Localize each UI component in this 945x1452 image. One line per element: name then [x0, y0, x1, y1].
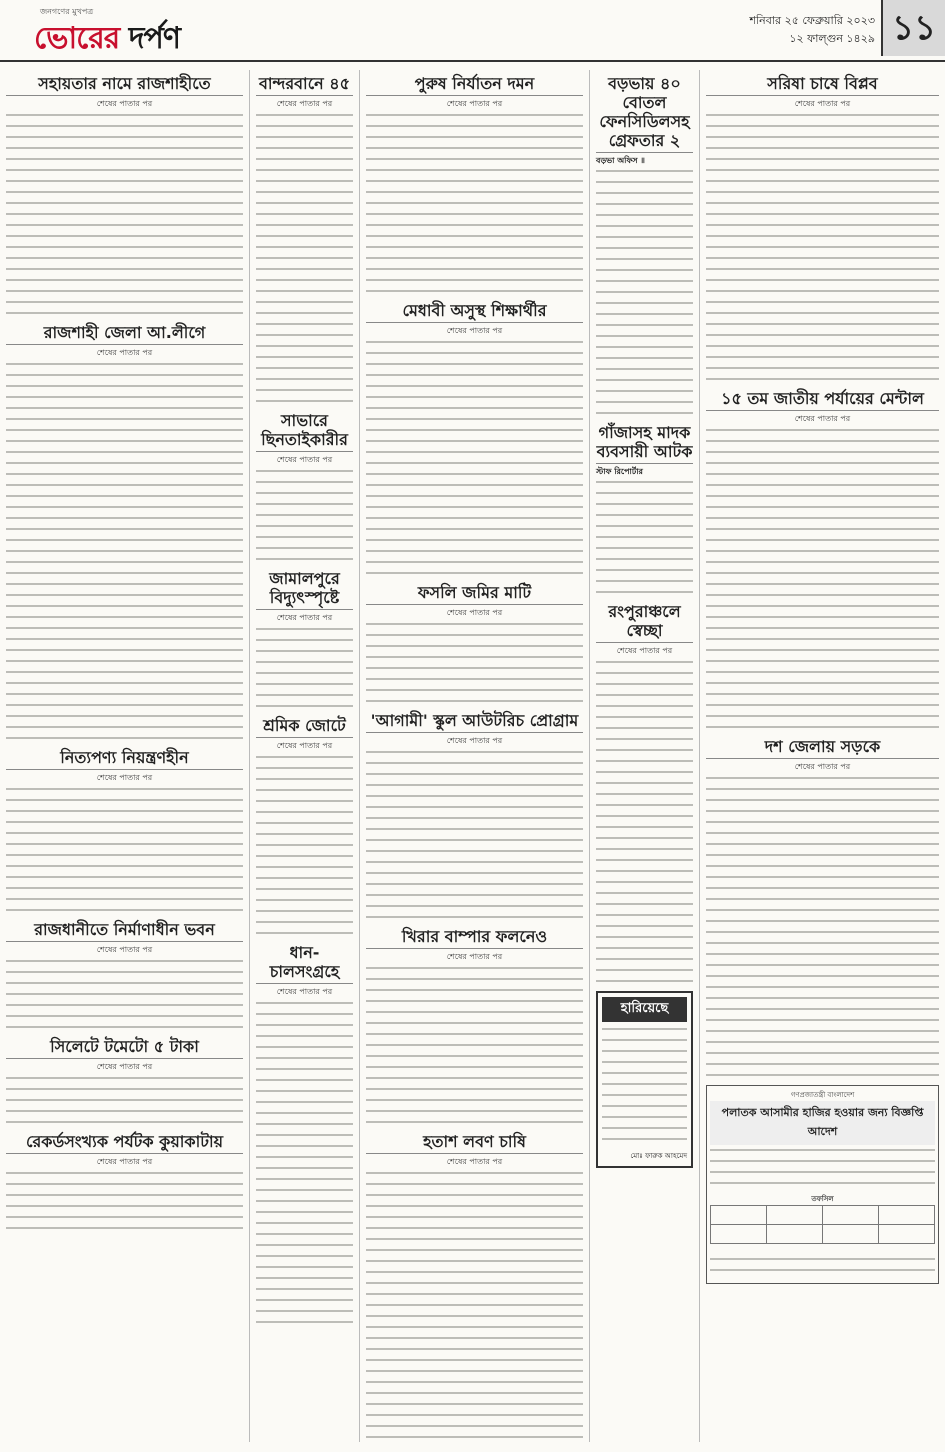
- continued-label: শেষের পাতার পর: [276, 613, 333, 622]
- continued-label: শেষের পাতার পর: [446, 608, 503, 617]
- headline: ধান-চালসংগ্রহে: [256, 943, 353, 984]
- headline: ফসলি জমির মাটি: [366, 583, 583, 605]
- article-text: [596, 661, 693, 982]
- headline: রাজশাহী জেলা আ.লীগে: [6, 323, 243, 345]
- article-mental-math: [706, 389, 939, 728]
- article-text: [6, 1172, 243, 1229]
- article-text: [6, 114, 243, 314]
- headline: সাভারে ছিনতাইকারীর: [256, 411, 353, 452]
- notice-title: পলাতক আসামীর হাজির হওয়ার জন্য বিজ্ঞপ্তি আদেশ: [710, 1101, 935, 1145]
- article-text: [706, 429, 939, 728]
- article-text: [596, 170, 693, 414]
- continued-label: শেষের পাতার পর: [794, 99, 851, 108]
- article-text: [6, 363, 243, 739]
- date-gregorian: শনিবার ২৫ ফেব্রুয়ারি ২০২৩: [749, 14, 875, 27]
- continued-label: শেষের পাতার পর: [446, 1157, 503, 1166]
- article-worker-alliance: [256, 716, 353, 934]
- column-2: [250, 70, 360, 1442]
- court-notice: [706, 1085, 939, 1284]
- article-tomato: [6, 1037, 243, 1123]
- article-text: [6, 960, 243, 1028]
- headline: জামালপুরে বিদ্যুৎস্পৃষ্টে: [256, 569, 353, 610]
- headline: রংপুরাঞ্চলে স্বেচ্ছা: [596, 602, 693, 643]
- headline: দশ জেলায় সড়কে: [706, 737, 939, 759]
- article-text: [706, 114, 939, 380]
- continued-label: শেষের পাতার পর: [276, 741, 333, 750]
- article-text: [366, 751, 583, 918]
- notice-signature-block: [710, 1258, 935, 1271]
- continued-label: শেষের পাতার পর: [96, 773, 153, 782]
- continued-label: শেষের পাতার পর: [276, 987, 333, 996]
- headline: শ্রমিক জোটে: [256, 716, 353, 738]
- article-text: [256, 114, 353, 402]
- masthead: [0, 0, 945, 62]
- continued-label: শেষের পাতার পর: [96, 945, 153, 954]
- column-4: [590, 70, 700, 1442]
- dateline: [750, 12, 875, 48]
- continued-label: শেষের পাতার পর: [96, 348, 153, 357]
- article-text: [256, 628, 353, 707]
- article-text: [596, 481, 693, 593]
- headline: সিলেটে টমেটো ৫ টাকা: [6, 1037, 243, 1059]
- byline: বড়ভা অফিস ॥: [596, 156, 645, 165]
- notice-table: [710, 1205, 935, 1244]
- article-text: [256, 756, 353, 934]
- article-text: [366, 114, 583, 292]
- headline: সহায়তার নামে রাজশাহীতে: [6, 74, 243, 96]
- continued-label: শেষের পাতার পর: [794, 414, 851, 423]
- article-text: [6, 1077, 243, 1123]
- article-student: [366, 301, 583, 574]
- logo-part1: ভোরের: [34, 21, 120, 56]
- article-text: [366, 1172, 583, 1438]
- article-cucumber: [366, 927, 583, 1123]
- article-building: [6, 920, 243, 1028]
- continued-label: শেষের পাতার পর: [96, 1157, 153, 1166]
- tagline: জনগণের মুখপত্র: [40, 7, 94, 16]
- headline: ১৫ তম জাতীয় পর্যায়ের মেন্টাল: [706, 389, 939, 411]
- notice-label: তফসিল: [811, 1195, 834, 1203]
- article-male-abuse: [366, 74, 583, 292]
- article-salt-farmer: [366, 1132, 583, 1438]
- column-5: [700, 70, 945, 1442]
- column-1: [0, 70, 250, 1442]
- continued-label: শেষের পাতার পর: [446, 952, 503, 961]
- article-text: [366, 341, 583, 574]
- article-bandarban: [256, 74, 353, 402]
- notice-header: গণপ্রজাতন্ত্রী বাংলাদেশ: [790, 1091, 855, 1099]
- headline: রাজধানীতে নির্মাণাধীন ভবন: [6, 920, 243, 942]
- headline: বড়ভায় ৪০ বোতল ফেনসিডিলসহ গ্রেফতার ২: [596, 74, 693, 153]
- article-rajshahi-al: [6, 323, 243, 739]
- continued-label: শেষের পাতার পর: [276, 99, 333, 108]
- article-jamalpur: [256, 569, 353, 707]
- article-rice-procurement: [256, 943, 353, 1323]
- missing-title: হারিয়েছে: [602, 997, 687, 1022]
- headline: গাঁজাসহ মাদক ব্যবসায়ী আটক: [596, 423, 693, 464]
- byline: স্টাফ রিপোর্টার: [596, 467, 643, 476]
- article-savar: [256, 411, 353, 560]
- headline: খিরার বাম্পার ফলনেও: [366, 927, 583, 949]
- article-text: [706, 777, 939, 1076]
- headline: মেধাবী অসুস্থ শিক্ষার্থীর: [366, 301, 583, 323]
- continued-label: শেষের পাতার পর: [446, 326, 503, 335]
- missing-notice: [596, 991, 693, 1168]
- article-mustard: [706, 74, 939, 380]
- headline: সরিষা চাষে বিপ্লব: [706, 74, 939, 96]
- headline: নিত্যপণ্য নিয়ন্ত্রণহীন: [6, 748, 243, 770]
- notice-text: [710, 1149, 935, 1184]
- article-text: [366, 967, 583, 1123]
- newspaper-logo: [34, 14, 180, 65]
- article-text: [366, 623, 583, 702]
- article-commodities: [6, 748, 243, 911]
- continued-label: শেষের পাতার পর: [794, 762, 851, 771]
- headline: 'আগামী' স্কুল আউটরিচ প্রোগ্রাম: [366, 711, 583, 733]
- article-text: [256, 1002, 353, 1323]
- continued-label: শেষের পাতার পর: [446, 99, 503, 108]
- headline: বান্দরবানে ৪৫: [256, 74, 353, 96]
- article-text: [6, 788, 243, 911]
- continued-label: শেষের পাতার পর: [276, 455, 333, 464]
- continued-label: শেষের পাতার পর: [616, 646, 673, 655]
- article-rangpur: [596, 602, 693, 982]
- article-kuakata: [6, 1132, 243, 1229]
- missing-text: [602, 1028, 687, 1140]
- article-ganja: [596, 423, 693, 593]
- headline: রেকর্ডসংখ্যক পর্যটক কুয়াকাটায়: [6, 1132, 243, 1154]
- logo-part2: দর্পণ: [119, 21, 181, 56]
- continued-label: শেষের পাতার পর: [446, 736, 503, 745]
- article-text: [256, 470, 353, 560]
- page-number: ১১: [881, 0, 945, 56]
- continued-label: শেষের পাতার পর: [96, 1062, 153, 1071]
- article-road-accidents: [706, 737, 939, 1076]
- article-phensedyl: [596, 74, 693, 414]
- column-3: [360, 70, 590, 1442]
- missing-signature: মোঃ ফারুক আহমেদ: [630, 1152, 687, 1160]
- article-rajshahi-help: [6, 74, 243, 314]
- date-bengali: ১২ ফাল্গুন ১৪২৯: [789, 32, 875, 45]
- continued-label: শেষের পাতার পর: [96, 99, 153, 108]
- headline: হতাশ লবণ চাষি: [366, 1132, 583, 1154]
- article-soil: [366, 583, 583, 702]
- headline: পুরুষ নির্যাতন দমন: [366, 74, 583, 96]
- article-school-outreach: [366, 711, 583, 918]
